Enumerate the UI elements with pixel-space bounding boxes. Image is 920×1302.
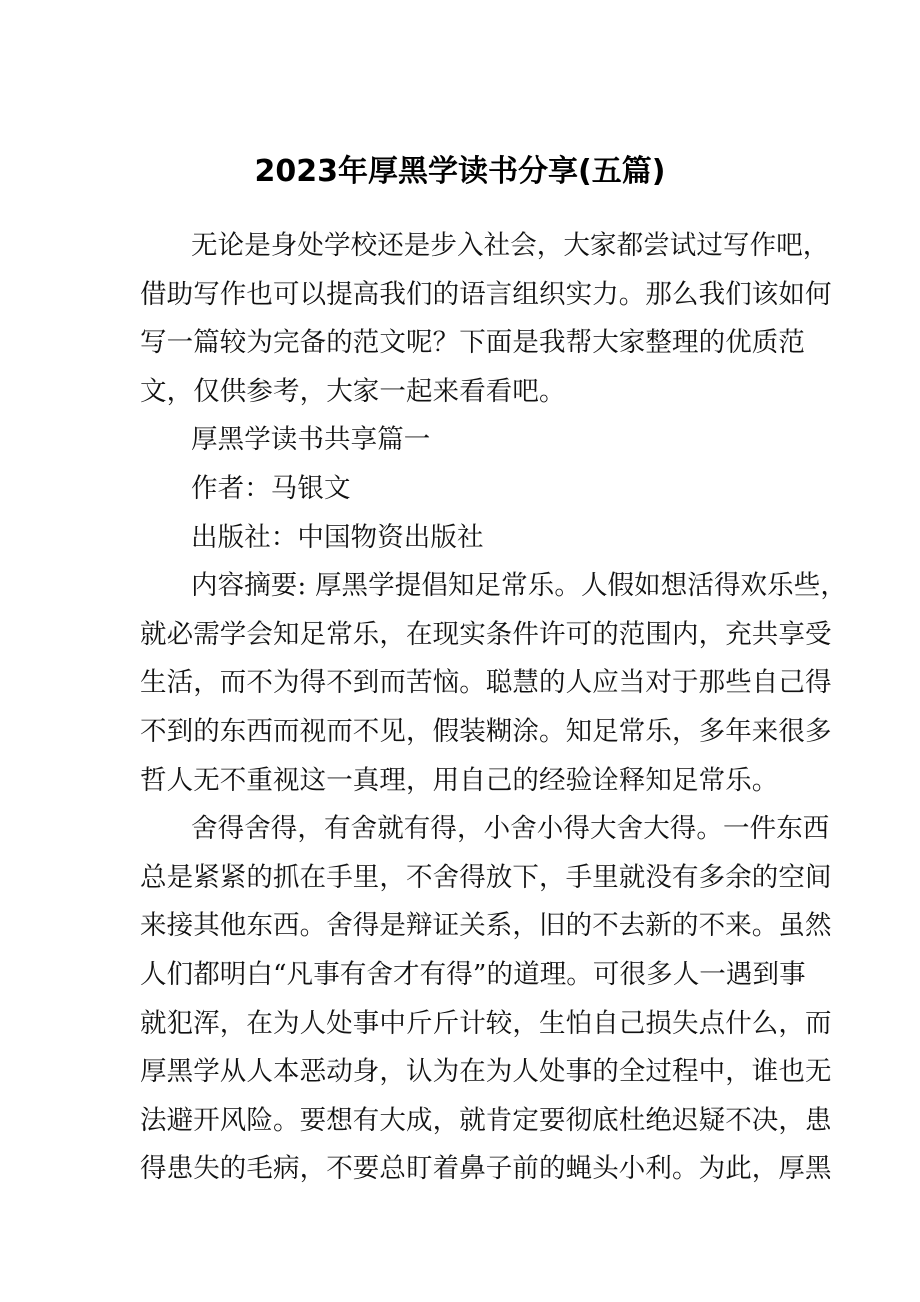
body-line: 法避开风险。要想有大成，就肯定要彻底杜绝迟疑不决，患 <box>140 1104 832 1136</box>
summary-line: 哲人无不重视这一真理，用自己的经验诠释知足常乐。 <box>140 764 779 796</box>
author-line: 作者：马银文 <box>191 472 351 504</box>
body-line: 厚黑学从人本恶动身，认为在为人处事的全过程中，谁也无 <box>140 1056 832 1088</box>
intro-line: 写一篇较为完备的范文呢？下面是我帮大家整理的优质范 <box>140 327 805 359</box>
body-line: 人们都明白“凡事有舍才有得”的道理。可很多人一遇到事 <box>140 958 806 990</box>
body-line: 舍得舍得，有舍就有得，小舍小得大舍大得。一件东西 <box>191 813 830 845</box>
body-line: 总是紧紧的抓在手里，不舍得放下，手里就没有多余的空间 <box>140 861 832 893</box>
body-line: 得患失的毛病，不要总盯着鼻子前的蝇头小利。为此，厚黑 <box>140 1153 832 1185</box>
summary-line: 生活，而不为得不到而苦恼。聪慧的人应当对于那些自己得 <box>140 667 832 699</box>
summary-line: 内容摘要: 厚黑学提倡知足常乐。人假如想活得欢乐些， <box>191 570 847 602</box>
intro-line: 文，仅供参考，大家一起来看看吧。 <box>140 375 566 407</box>
intro-line: 借助写作也可以提高我们的语言组织实力。那么我们该如何 <box>140 278 832 310</box>
summary-line: 就必需学会知足常乐，在现实条件许可的范围内，充共享受 <box>140 618 832 650</box>
summary-line: 不到的东西而视而不见，假装糊涂。知足常乐，多年来很多 <box>140 715 832 747</box>
publisher-line: 出版社：中国物资出版社 <box>191 521 484 553</box>
document-title: 2023年厚黑学读书分享(五篇) <box>254 154 666 189</box>
body-line: 来接其他东西。舍得是辩证关系，旧的不去新的不来。虽然 <box>140 910 832 942</box>
section-heading: 厚黑学读书共享篇一 <box>191 424 431 456</box>
document-body <box>140 222 847 1194</box>
body-line: 就犯浑，在为人处事中斤斤计较，生怕自己损失点什么，而 <box>140 1007 832 1039</box>
intro-line: 无论是身处学校还是步入社会，大家都尝试过写作吧， <box>191 230 830 261</box>
